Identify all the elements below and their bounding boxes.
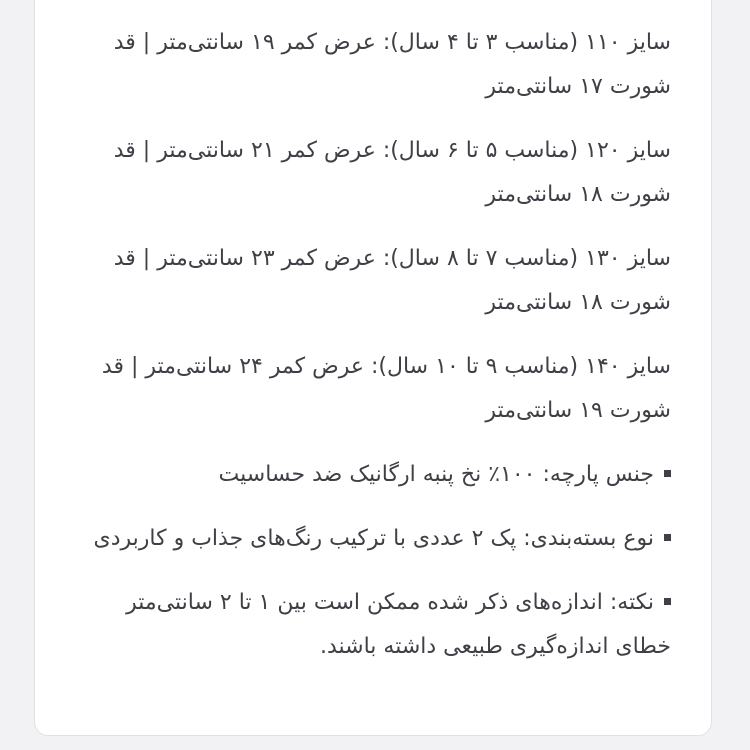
packaging-type-item [71, 517, 671, 561]
square-bullet-icon [664, 470, 671, 477]
size-spec-120: سایز ۱۲۰ (مناسب ۵ تا ۶ سال): عرض کمر ۲۱ سانتی‌متر | قد شورت ۱۸ سانتی‌متر [113, 138, 671, 207]
measurement-note-item [71, 581, 671, 669]
size-spec-130: سایز ۱۳۰ (مناسب ۷ تا ۸ سال): عرض کمر ۲۳ سانتی‌متر | قد شورت ۱۸ سانتی‌متر [113, 246, 671, 315]
square-bullet-icon [664, 598, 671, 605]
fabric-material-text: جنس پارچه: ۱۰۰٪ نخ پنبه ارگانیک ضد حساسیت [218, 462, 654, 487]
fabric-material-item [71, 453, 671, 497]
product-description [71, 21, 671, 689]
product-description-card [34, 0, 712, 736]
square-bullet-icon [664, 534, 671, 541]
packaging-type-text: نوع بسته‌بندی: پک ۲ عددی با ترکیب رنگ‌های جذاب و کاربردی [93, 526, 654, 551]
size-spec-110: سایز ۱۱۰ (مناسب ۳ تا ۴ سال): عرض کمر ۱۹ سانتی‌متر | قد شورت ۱۷ سانتی‌متر [113, 30, 671, 99]
size-spec-140: سایز ۱۴۰ (مناسب ۹ تا ۱۰ سال): عرض کمر ۲۴ سانتی‌متر | قد شورت ۱۹ سانتی‌متر [101, 354, 671, 423]
measurement-note-text: نکته: اندازه‌های ذکر شده ممکن است بین ۱ تا ۲ سانتی‌متر خطای اندازه‌گیری طبیعی داشته باشند. [126, 590, 671, 659]
